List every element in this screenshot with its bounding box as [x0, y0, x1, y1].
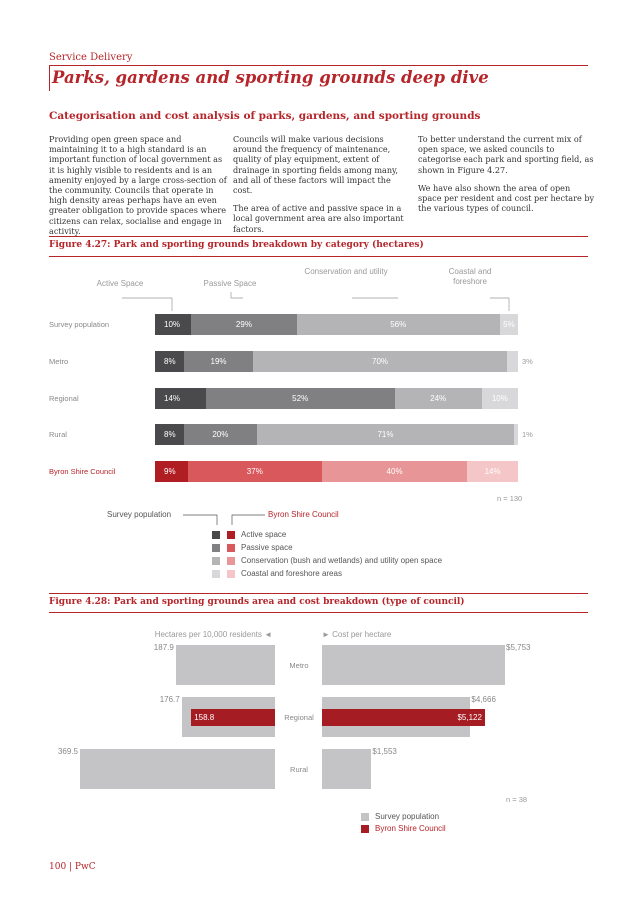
figure2-rule-bottom [49, 612, 588, 613]
header-connectors [0, 0, 637, 320]
survey-cost-label: $1,553 [372, 747, 397, 756]
bar-segment: 10% [482, 388, 518, 409]
byron-hectares-bar: 158.8 [191, 709, 275, 726]
survey-hectares-label: 176.7 [159, 695, 180, 704]
bar-segment: 10% [155, 314, 191, 335]
figure2-title: Figure 4.28: Park and sporting grounds area and cost breakdown (type of council) [49, 597, 465, 607]
bar-segment: 19% [184, 351, 253, 372]
page-footer: 100 | PwC [49, 862, 96, 872]
legend-item-label: Conservation (bush and wetlands) and utility open space [241, 556, 443, 565]
bar-segment: 14% [155, 388, 206, 409]
row-label: Rural [49, 430, 67, 440]
row-label: Regional [49, 393, 79, 403]
section-label: Service Delivery [49, 52, 133, 63]
row-label: Rural [290, 765, 308, 774]
row-label: Regional [284, 713, 314, 722]
header-passive: Passive Space [203, 279, 257, 288]
header-active: Active Space [96, 279, 144, 288]
bar-segment: 37% [188, 461, 322, 482]
legend-swatch-survey [361, 813, 369, 821]
byron-cost-bar: $5,122 [322, 709, 485, 726]
legend-connectors [0, 500, 637, 540]
row-label: Metro [49, 356, 69, 366]
bar-segment [514, 424, 518, 445]
legend-swatch-grey [212, 544, 220, 552]
paragraph: The area of active and passive space in a local government area are also important factors. [233, 203, 404, 234]
row-label: Metro [289, 661, 309, 670]
bar-segment: 8% [155, 424, 184, 445]
legend-survey-label: Survey population [107, 510, 172, 519]
survey-hectares-bar [80, 749, 275, 789]
left-axis-header: Hectares per 10,000 residents ◄ [154, 630, 272, 639]
bar-segment: 29% [191, 314, 296, 335]
page-title: Parks, gardens and sporting grounds deep dive [52, 68, 489, 87]
stacked-bar [155, 424, 518, 445]
row-label: Byron Shire Council [49, 467, 116, 477]
bar-segment: 9% [155, 461, 188, 482]
legend-item-label: Active space [241, 530, 287, 539]
survey-cost-bar [322, 645, 505, 685]
bar-segment: 24% [395, 388, 482, 409]
survey-cost-label: $4,666 [471, 695, 496, 704]
legend-swatch-red [227, 531, 235, 539]
survey-hectares-bar [176, 645, 275, 685]
right-axis-header: ► Cost per hectare [322, 630, 392, 639]
bar-segment [507, 351, 518, 372]
bar-segment: 8% [155, 351, 184, 372]
legend-byron-label: Byron Shire Council [375, 824, 446, 833]
legend-swatch-red [227, 557, 235, 565]
paragraph: Councils will make various decisions around the frequency of maintenance, quality of play equipment, extent of drainage in sporting fields among many, and all of these factors will impact the cost. [233, 134, 399, 196]
survey-cost-label: $5,753 [506, 643, 531, 652]
bar-segment: 71% [257, 424, 515, 445]
header-conservation: Conservation and utility [304, 267, 388, 276]
bar-tail-label: 3% [522, 356, 533, 366]
figure2-rule-top [49, 593, 588, 594]
stacked-bar [155, 461, 518, 482]
legend-swatch-byron [361, 825, 369, 833]
survey-hectares-label: 187.9 [153, 643, 174, 652]
sample-size-note: n = 130 [497, 494, 523, 503]
header-coastal: Coastal and foreshore [448, 267, 492, 286]
paragraph: We have also shown the area of open space per resident and cost per hectare by the various types of council. [418, 182, 595, 214]
legend-byron-label: Byron Shire Council [268, 510, 339, 519]
bar-segment: 14% [467, 461, 518, 482]
survey-hectares-label: 369.5 [57, 747, 78, 756]
legend-survey-label: Survey population [375, 812, 440, 821]
legend-swatch-red [227, 544, 235, 552]
legend-swatch-grey [212, 531, 220, 539]
stacked-bar [155, 314, 518, 335]
stacked-bar [155, 388, 518, 409]
legend-swatch-red [227, 570, 235, 578]
bar-segment: 40% [322, 461, 467, 482]
legend-item-label: Coastal and foreshore areas [241, 569, 342, 578]
paragraph: Providing open green space and maintaining it to a high standard is an important function of local government as it is highly visible to residents and is an amenity enjoyed by a large cross-section of the community. Councils that operate in high density areas perhaps have an even greater obligation to provide spaces where citizens can relax, socialise and engage in activity. [49, 134, 227, 236]
paragraph: To better understand the current mix of open space, we asked councils to categorise each park and sporting field, as shown in Figure 4.27. [418, 134, 594, 175]
sample-size-note: n = 38 [506, 795, 528, 804]
section-subtitle: Categorisation and cost analysis of parks, gardens, and sporting grounds [49, 110, 481, 122]
bar-segment: 52% [206, 388, 395, 409]
bar-segment: 56% [297, 314, 500, 335]
survey-cost-bar [322, 749, 371, 789]
bar-segment: 70% [253, 351, 507, 372]
legend-swatch-grey [212, 557, 220, 565]
stacked-bar [155, 351, 518, 372]
bar-tail-label: 1% [522, 430, 533, 440]
legend-item-label: Passive space [241, 543, 293, 552]
row-label: Survey population [49, 320, 110, 329]
bar-segment: 5% [500, 314, 518, 335]
bar-segment: 20% [184, 424, 257, 445]
figure-title: Figure 4.27: Park and sporting grounds breakdown by category (hectares) [49, 240, 424, 250]
legend-swatch-grey [212, 570, 220, 578]
